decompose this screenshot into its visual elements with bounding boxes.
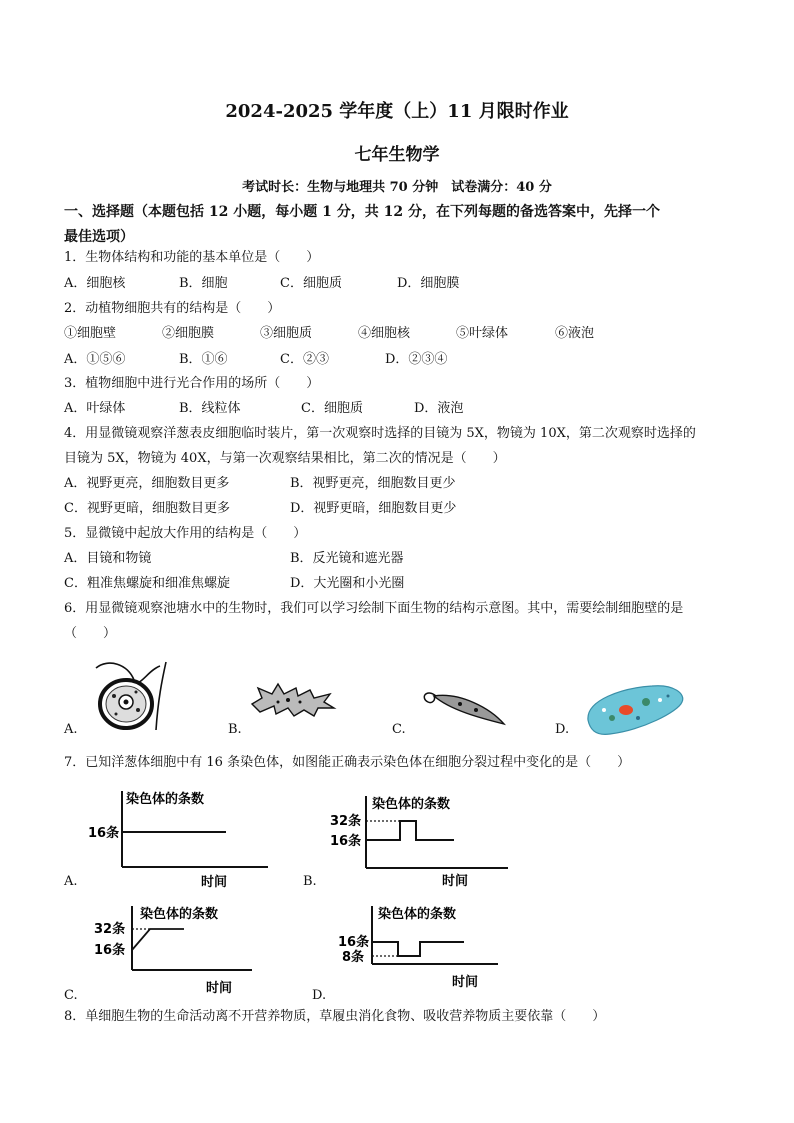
q6-label-b: B. [228, 722, 242, 737]
chart-b-tick-16: 16条 [330, 834, 362, 849]
q2-item-1: ①细胞壁 [64, 326, 117, 341]
q5-option-a: A．目镜和物镜 [64, 551, 152, 566]
q2-option-c: C．②③ [280, 352, 329, 367]
q2-option-a: A．①⑤⑥ [64, 352, 126, 367]
paramecium-illustration [582, 680, 690, 736]
q3-option-b: B．线粒体 [179, 401, 241, 416]
q7-label-c: C. [64, 988, 78, 1003]
q6-label-c: C. [392, 722, 406, 737]
q4-option-c: C．视野更暗，细胞数目更多 [64, 501, 230, 516]
chromosome-chart-b [328, 790, 508, 890]
exam-meta: 考试时长：生物与地理共 70 分钟 试卷满分：40 分 [242, 180, 552, 195]
exam-title: 2024-2025 学年度（上）11 月限时作业 [225, 101, 569, 122]
q6-stem-cont: （ ） [64, 626, 117, 641]
q1-option-c: C．细胞质 [280, 276, 342, 291]
chart-c-tick-16: 16条 [94, 943, 126, 958]
q3-option-a: A．叶绿体 [64, 401, 126, 416]
chart-b-xlabel: 时间 [442, 874, 469, 889]
q2-item-5: ⑤叶绿体 [456, 326, 509, 341]
section-heading: 一、选择题（本题包括 12 小题，每小题 1 分，共 12 分，在下列每题的备选答案中，先择一个 [64, 204, 660, 220]
q8-stem: 8．单细胞生物的生命活动离不开营养物质，草履虫消化食物、吸收营养物质主要依靠（ ） [64, 1009, 606, 1024]
chromosome-chart-c [92, 900, 252, 1000]
chart-b-tick-32: 32条 [330, 814, 362, 829]
chromosome-chart-d [338, 900, 498, 1000]
organism-c-illustration [420, 684, 510, 728]
q6-label-a: A. [64, 722, 78, 737]
q4-option-b: B．视野更亮，细胞数目更少 [290, 476, 456, 491]
chart-b-ylabel: 染色体的条数 [372, 797, 451, 812]
chart-a-tick-16: 16条 [88, 826, 120, 841]
q5-option-b: B．反光镜和遮光器 [290, 551, 404, 566]
q1-option-b: B．细胞 [179, 276, 228, 291]
chart-c-ylabel: 染色体的条数 [140, 907, 219, 922]
q4-stem-cont: 目镜为 5X，物镜为 40X，与第一次观察结果相比，第二次的情况是（ ） [64, 451, 506, 466]
q3-option-d: D．液泡 [414, 401, 464, 416]
chart-d-xlabel: 时间 [452, 975, 479, 990]
chromosome-chart-a [78, 785, 268, 890]
q4-option-d: D．视野更暗，细胞数目更少 [290, 501, 457, 516]
chart-a-xlabel: 时间 [201, 875, 228, 890]
q5-option-d: D．大光圈和小光圈 [290, 576, 405, 591]
q2-item-6: ⑥液泡 [555, 326, 595, 341]
q7-label-a: A. [64, 874, 78, 889]
q3-stem: 3．植物细胞中进行光合作用的场所（ ） [64, 376, 320, 391]
q4-stem: 4．用显微镜观察洋葱表皮细胞临时装片，第一次观察时选择的目镜为 5X，物镜为 10X，第二次观察时选择的 [64, 426, 696, 441]
q6-label-d: D. [555, 722, 570, 737]
q4-option-a: A．视野更亮，细胞数目更多 [64, 476, 230, 491]
chart-d-tick-16: 16条 [338, 935, 370, 950]
organism-a-illustration [88, 660, 178, 730]
q7-label-b: B. [303, 874, 317, 889]
q1-option-d: D．细胞膜 [397, 276, 460, 291]
section-heading-cont: 最佳选项） [64, 229, 134, 245]
q2-option-d: D．②③④ [385, 352, 448, 367]
q5-option-c: C．粗准焦螺旋和细准焦螺旋 [64, 576, 230, 591]
q1-option-a: A．细胞核 [64, 276, 126, 291]
chart-c-tick-32: 32条 [94, 922, 126, 937]
organism-b-illustration [248, 680, 338, 720]
q6-stem: 6．用显微镜观察池塘水中的生物时，我们可以学习绘制下面生物的结构示意图。其中，需要绘制细胞壁的是 [64, 601, 684, 616]
q2-stem: 2．动植物细胞共有的结构是（ ） [64, 301, 281, 316]
exam-subject: 七年生物学 [354, 145, 440, 165]
chart-d-tick-8: 8条 [342, 950, 365, 965]
q2-item-2: ②细胞膜 [162, 326, 215, 341]
q7-label-d: D. [312, 988, 327, 1003]
chart-c-xlabel: 时间 [206, 981, 233, 996]
q2-item-3: ③细胞质 [260, 326, 313, 341]
q2-option-b: B．①⑥ [179, 352, 228, 367]
chart-a-ylabel: 染色体的条数 [126, 792, 205, 807]
q1-stem: 1．生物体结构和功能的基本单位是（ ） [64, 250, 320, 265]
q7-stem: 7．已知洋葱体细胞中有 16 条染色体，如图能正确表示染色体在细胞分裂过程中变化的是（ ） [64, 755, 631, 770]
q3-option-c: C．细胞质 [301, 401, 363, 416]
q2-item-4: ④细胞核 [358, 326, 411, 341]
chart-d-ylabel: 染色体的条数 [378, 907, 457, 922]
q5-stem: 5．显微镜中起放大作用的结构是（ ） [64, 526, 307, 541]
